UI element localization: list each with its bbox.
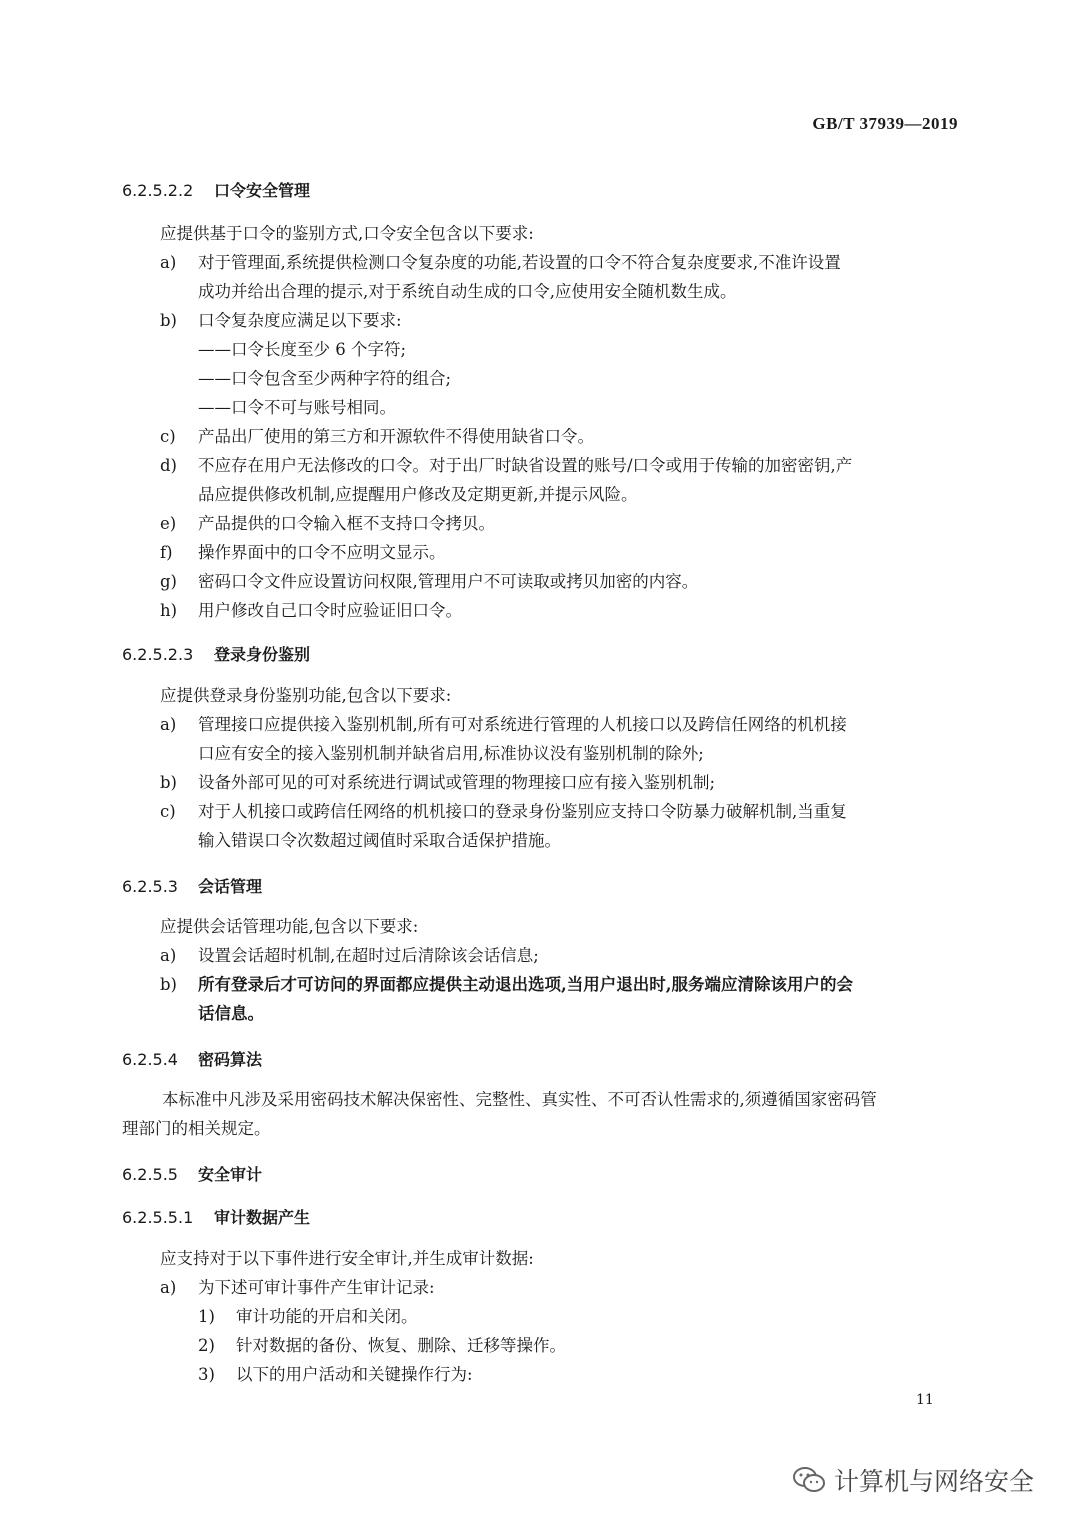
list-marker: b) — [160, 773, 177, 792]
list-text: 产品提供的口令输入框不支持口令拷贝。 — [198, 514, 495, 533]
section-title: 密码算法 — [198, 1050, 263, 1069]
watermark-text: 计算机与网络安全 — [834, 1467, 1035, 1496]
section-heading — [122, 1047, 262, 1070]
section-heading — [122, 178, 310, 201]
sub-marker: 3) — [198, 1365, 215, 1384]
list-item — [160, 567, 960, 596]
list-marker: b) — [160, 975, 177, 994]
section-heading — [122, 642, 310, 665]
section-paragraph: 本标准中凡涉及采用密码技术解决保密性、完整性、真实性、不可否认性需求的,须遵循国家密码管 理部门的相关规定。 — [122, 1090, 877, 1138]
sub-marker: 1) — [198, 1307, 215, 1326]
sub-item — [198, 1331, 566, 1360]
dash-item: ——口令长度至少 6 个字符; — [198, 340, 407, 359]
standard-code: GB/T 37939—2019 — [812, 114, 958, 133]
list-marker: b) — [160, 311, 177, 330]
section-intro: 应提供登录身份鉴别功能,包含以下要求: — [160, 686, 452, 705]
list-item — [160, 509, 960, 538]
list-text: 管理接口应提供接入鉴别机制,所有可对系统进行管理的人机接口以及跨信任网络的机机接 口应有安全的接入鉴别机制并缺省启用,标准协议没有鉴别机制的除外; — [198, 715, 847, 763]
list-item — [160, 538, 960, 567]
dash-item: ——口令包含至少两种字符的组合; — [198, 369, 452, 388]
list-marker: f) — [160, 543, 173, 562]
list-text: 对于人机接口或跨信任网络的机机接口的登录身份鉴别应支持口令防暴力破解机制,当重复 输入错误口令次数超过阈值时采取合适保护措施。 — [198, 802, 847, 850]
list-item — [160, 596, 960, 625]
list-text: 口令复杂度应满足以下要求: — [198, 311, 402, 330]
list-marker: e) — [160, 514, 177, 533]
section-title: 安全审计 — [198, 1165, 263, 1184]
list-item — [160, 768, 960, 797]
list-text: 为下述可审计事件产生审计记录: — [198, 1278, 435, 1297]
page-number: 11 — [916, 1392, 934, 1408]
list-item — [160, 797, 960, 855]
section-title: 登录身份鉴别 — [214, 645, 311, 664]
list-text: 操作界面中的口令不应明文显示。 — [198, 543, 446, 562]
sub-text: 审计功能的开启和关闭。 — [236, 1307, 418, 1326]
section-number: 6.2.5.2.2 — [122, 181, 194, 200]
list-item — [160, 306, 960, 335]
section-number: 6.2.5.5.1 — [122, 1208, 194, 1227]
sub-item — [198, 1360, 473, 1389]
sub-text: 针对数据的备份、恢复、删除、迁移等操作。 — [236, 1336, 566, 1355]
list-item — [160, 248, 960, 306]
section-number: 6.2.5.2.3 — [122, 645, 194, 664]
list-marker: a) — [160, 946, 177, 965]
list-item — [160, 970, 960, 1028]
list-marker: a) — [160, 253, 177, 272]
list-text: 产品出厂使用的第三方和开源软件不得使用缺省口令。 — [198, 427, 594, 446]
list-text: 设备外部可见的可对系统进行调试或管理的物理接口应有接入鉴别机制; — [198, 773, 716, 792]
section-heading — [122, 1162, 262, 1185]
list-marker: a) — [160, 1278, 177, 1297]
section-title: 审计数据产生 — [214, 1208, 311, 1227]
dash-item: ——口令不可与账号相同。 — [198, 398, 396, 417]
sub-marker: 2) — [198, 1336, 215, 1355]
list-item — [160, 710, 960, 768]
section-intro: 应支持对于以下事件进行安全审计,并生成审计数据: — [160, 1249, 534, 1268]
list-text: 设置会话超时机制,在超时过后清除该会话信息; — [198, 946, 539, 965]
list-marker: c) — [160, 802, 176, 821]
section-number: 6.2.5.5 — [122, 1165, 178, 1184]
section-intro: 应提供基于口令的鉴别方式,口令安全包含以下要求: — [160, 224, 534, 243]
list-text: 对于管理面,系统提供检测口令复杂度的功能,若设置的口令不符合复杂度要求,不准许设置 成功并给出合理的提示,对于系统自动生成的口令,应使用安全随机数生成。 — [198, 253, 841, 301]
list-item — [160, 1273, 960, 1302]
section-title: 口令安全管理 — [214, 181, 311, 200]
list-text: 所有登录后才可访问的界面都应提供主动退出选项,当用户退出时,服务端应清除该用户的会 话信息。 — [198, 975, 853, 1023]
section-number: 6.2.5.4 — [122, 1050, 178, 1069]
list-text: 密码口令文件应设置访问权限,管理用户不可读取或拷贝加密的内容。 — [198, 572, 699, 591]
section-intro: 应提供会话管理功能,包含以下要求: — [160, 917, 419, 936]
section-title: 会话管理 — [198, 877, 263, 896]
list-item — [160, 941, 960, 970]
list-marker: g) — [160, 572, 177, 591]
list-marker: c) — [160, 427, 176, 446]
sub-text: 以下的用户活动和关键操作行为: — [236, 1365, 473, 1384]
list-item — [160, 422, 960, 451]
section-heading — [122, 1205, 310, 1228]
list-item — [160, 451, 960, 509]
section-heading — [122, 874, 262, 897]
list-text: 用户修改自己口令时应验证旧口令。 — [198, 601, 462, 620]
list-text: 不应存在用户无法修改的口令。对于出厂时缺省设置的账号/口令或用于传输的加密密钥,产 品应提供修改机制,应提醒用户修改及定期更新,并提示风险。 — [198, 456, 853, 504]
list-marker: d) — [160, 456, 177, 475]
wechat-icon — [792, 1465, 826, 1495]
sub-item — [198, 1302, 418, 1331]
list-marker: a) — [160, 715, 177, 734]
section-number: 6.2.5.3 — [122, 877, 178, 896]
watermark — [792, 1462, 1034, 1498]
list-marker: h) — [160, 601, 178, 620]
